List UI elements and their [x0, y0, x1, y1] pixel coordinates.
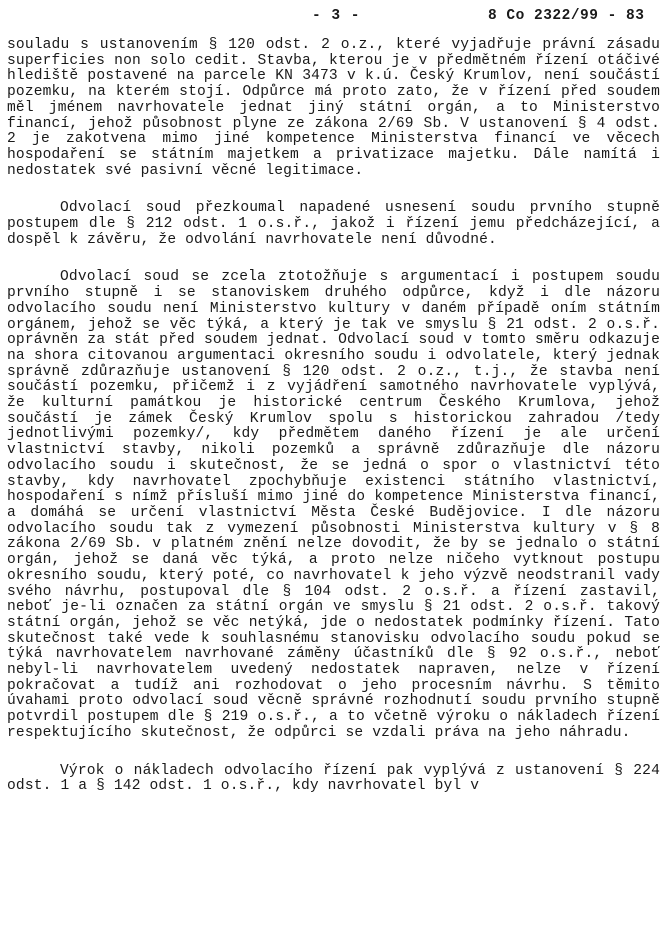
paragraph-reasoning: Odvolací soud se zcela ztotožňuje s argumentací i postupem soudu prvního stupně i se stanoviskem druhého odpůrce, když i dle názoru odvolacího soudu není Ministerstvo kultury v daném případě oním státním orgánem, jehož se věc týká, a který je tak ve smyslu § 21 odst. 2 o.s.ř. oprávněn za stát před soudem jednat. Odvolací soud v tomto směru odkazuje na shora citovanou argumentaci okresního soudu i odvolatele, který jednak správně zdůrazňuje ustanovení § 120 odst. 2 o.z., t.j., že stavba není součástí pozemku, přičemž i z vyjádření samotného navrhovatele vyplývá, že kulturní památkou je historické centrum Českého Krumlova, jehož součástí je zámek Český Krumlov spolu s historickou zahradou /tedy jednotlivými pozemky/, kdy předmětem daného řízení je ale určení vlastnictví stavby, nikoli pozemků a správně zdůrazňuje dle názoru odvolacího soudu i skutečnost, že se jedná o spor o vlastnictví této stavby, kdy navrhovatel zpochybňuje existenci státního vlastnictví, hospodaření s nímž přísluší mimo jiné do kompetence Ministerstva financí, a domáhá se určení vlastnictví Města České Budějovice. I dle názoru odvolacího soudu tak z vymezení působnosti Ministerstva kultury v § 8 zákona 2/69 Sb. v platném znění nelze dovodit, že by se jednalo o státní orgán, jehož se daná věc týká, a proto nelze ničeho vytknout postupu okresního soudu, který poté, co navrhovatel k jeho výzvě neodstranil vady svého návrhu, postupoval dle § 104 odst. 2 o.s.ř. a řízení zastavil, neboť je-li označen za státní orgán ve smyslu § 21 odst. 2 o.s.ř. takový státní orgán, jehož se věc netýká, jde o nedostatek podmínky řízení. Tato skutečnost také vede k souhlasnému stanovisku odvolacího soudu pokud se týká navrhovatelem navrhované záměny účastníků dle § 92 o.s.ř., neboť nebyl-li navrhovatelem uvedený nedostatek napraven, nelze v řízení pokračovat a tudíž ani rozhodovat o jeho procesním návrhu. S těmito úvahami proto odvolací soud věcně správné rozhodnutí soudu prvního stupně potvrdil postupem dle § 219 o.s.ř., a to včetně výroku o nákladech řízení respektujícího skutečnost, že odpůrci se vzdali práva na jeho náhradu.: [7, 269, 660, 741]
document-body: [7, 38, 660, 795]
paragraph-costs: Výrok o nákladech odvolacího řízení pak vyplývá z ustanovení § 224 odst. 1 a § 142 odst. 1 o.s.ř., kdy navrhovatel byl v: [7, 762, 660, 795]
paragraph-continuation: souladu s ustanovením § 120 odst. 2 o.z., které vyjadřuje právní zásadu superficies non solo cedit. Stavba, kterou je v předmětném řízení otáčivé hlediště postavené na parcele KN 3473 v k.ú. Český Krumlov, není součástí pozemku, na kterém stojí. Odpůrce má proto zato, že v řízení před soudem měl jménem navrhovatele jednat jiný státní orgán, a to Ministerstvo financí, jehož působnost plyne ze zákona 2/69 Sb. V ustanovení § 4 odst. 2 je zakotvena mimo jiné kompetence Ministerstva financí ve věcech hospodaření se státním majetkem a privatizace majetku. Dále namítá i nedostatek své pasivní věcné legitimace.: [7, 37, 660, 179]
page-number: - 3 -: [312, 8, 361, 24]
page-header: [0, 4, 669, 26]
case-reference: 8 Co 2322/99 - 83: [488, 8, 645, 24]
paragraph-review: Odvolací soud přezkoumal napadené usnesení soudu prvního stupně postupem dle § 212 odst. 1 o.s.ř., jakož i řízení jemu předcházející, a dospěl k závěru, že odvolání navrhovatele není důvodné.: [7, 200, 660, 248]
